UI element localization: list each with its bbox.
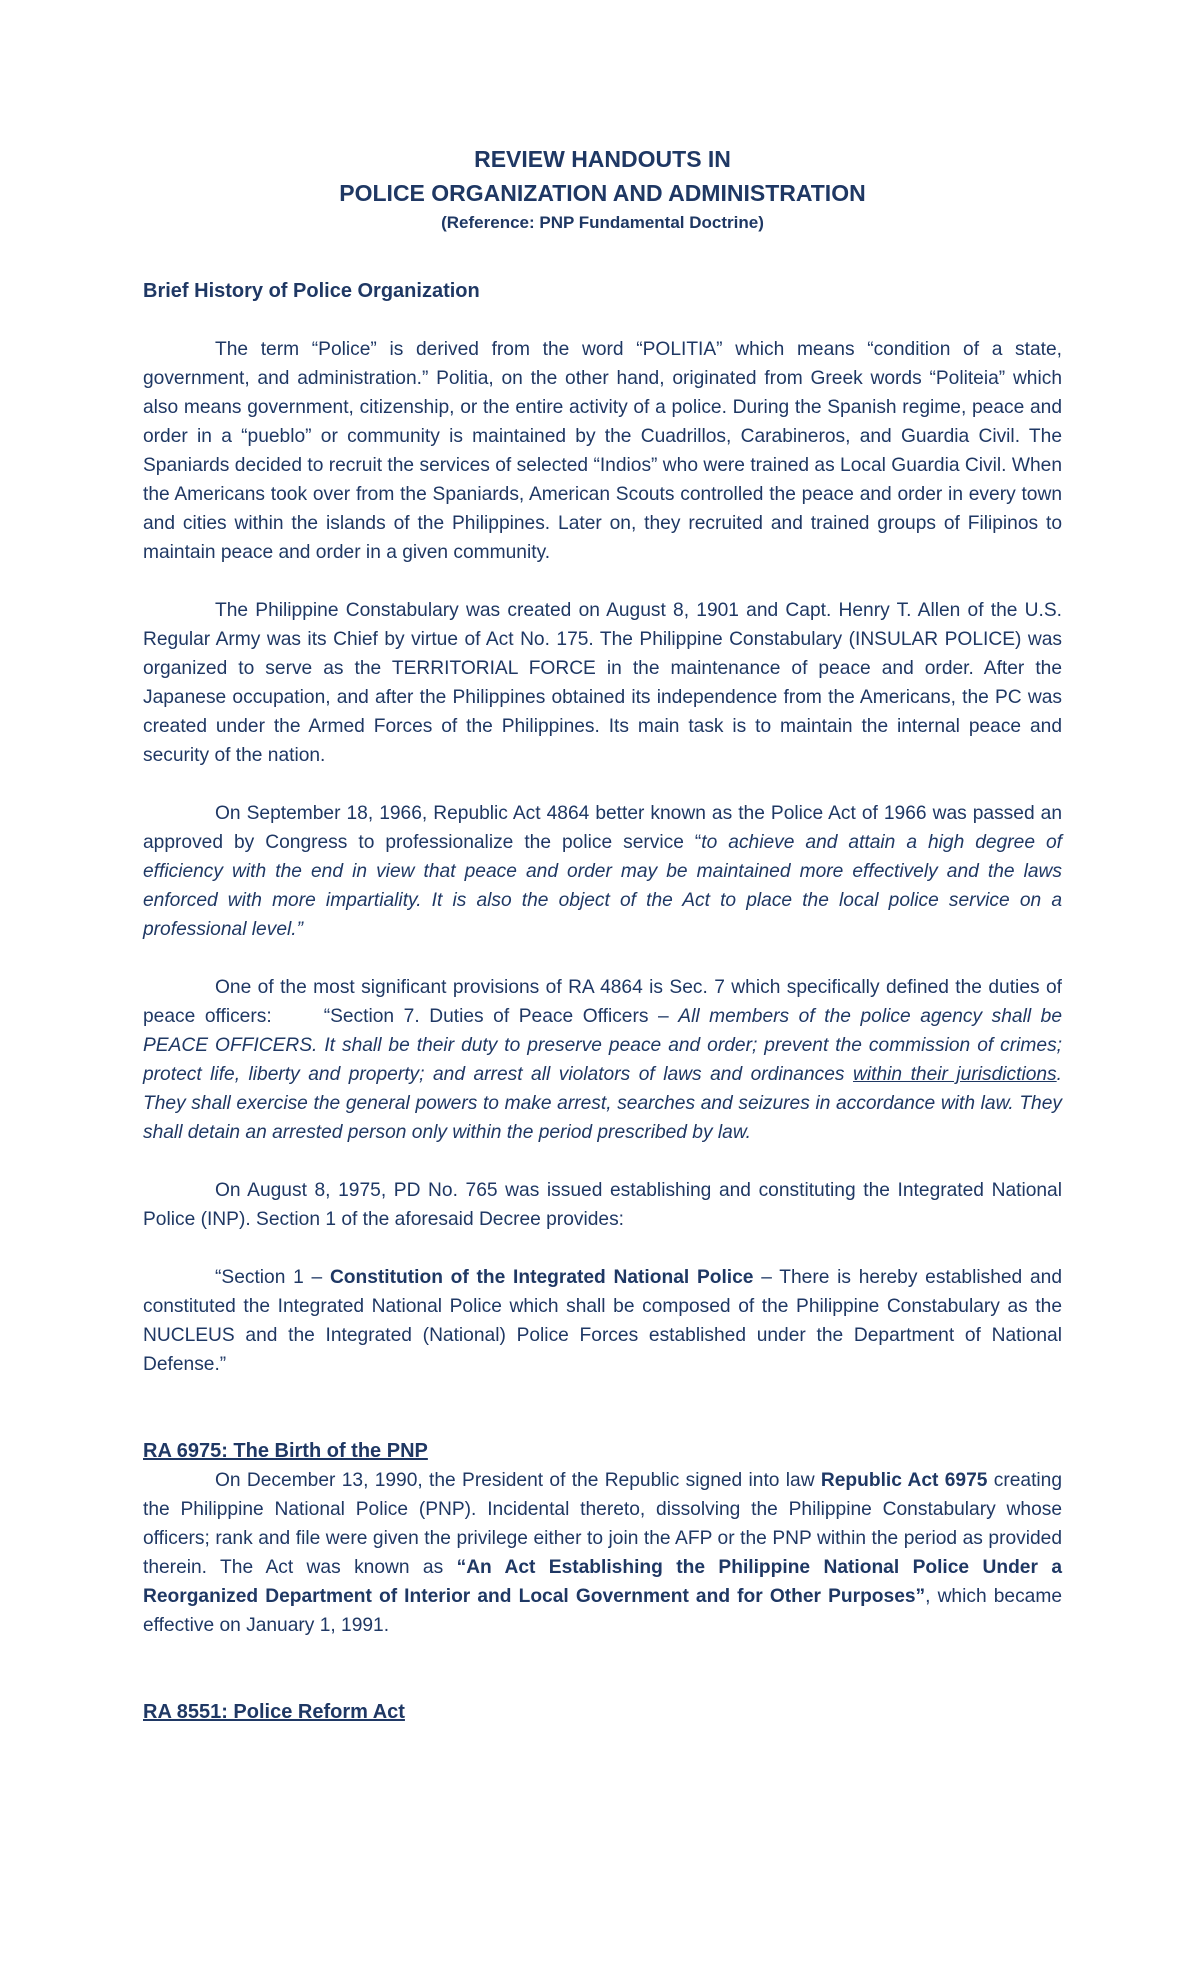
paragraph-section-1-label: “Section 1 –	[215, 1267, 330, 1288]
paragraph-ra-6975-body: creating the Philippine National Police (PNP). Incidental thereto, dissolving the Philippine Constabulary whose officers; rank and file were given the privilege either to join the AFP or the PNP within the period as provided therein. The Act was known as	[143, 1470, 1063, 1578]
paragraph-section-7-intro: One of the most significant provisions of RA 4864 is Sec. 7 which specifically defined the duties of peace officers:	[143, 977, 1062, 1027]
paragraph-ra-6975-act-title: “An Act Establishing the Philippine National Police Under a Reorganized Department of Interior and Local Government and for Other Purposes”	[143, 1557, 1062, 1607]
paragraph-section-7-duties: All members of the police agency shall be PEACE OFFICERS. It shall be their duty to preserve peace and order; prevent the commission of crimes; protect life, liberty and property; and arrest all violators of laws and ordinances	[143, 1006, 1063, 1085]
paragraph-ra-6975-effective: , which became effective on January 1, 1991.	[143, 1586, 1062, 1636]
paragraph-ra-6975-intro: On December 13, 1990, the President of the Republic signed into law	[215, 1470, 821, 1491]
paragraph-ra-6975-act: Republic Act 6975	[820, 1470, 988, 1491]
paragraph-police-act-1966	[143, 799, 1062, 944]
paragraph-section-1-inp	[143, 1263, 1062, 1379]
paragraph-section-1-body: – There is hereby established and constituted the Integrated National Police which shall be composed of the Philippine Constabulary as the NUCLEUS and the Integrated (National) Police Forces established under the Department of National Defense.”	[143, 1267, 1062, 1375]
paragraph-police-term: The term “Police” is derived from the word “POLITIA” which means “condition of a state, government, and administration.” Politia, on the other hand, originated from Greek words “Politeia” which also means government, citizenship, or the entire activity of a police. During the Spanish regime, peace and order in a “pueblo” or community is maintained by the Cuadrillos, Carabineros, and Guardia Civil. The Spaniards decided to recruit the services of selected “Indios” who were trained as Local Guardia Civil. When the Americans took over from the Spaniards, American Scouts controlled the peace and order in every town and cities within the islands of the Philippines. Later on, they recruited and trained groups of Filipinos to maintain peace and order in a given community.	[143, 339, 1062, 563]
section-heading-history: Brief History of Police Organization	[143, 280, 480, 302]
paragraph-section-7-jurisdictions: within their jurisdictions	[853, 1064, 1057, 1085]
section-heading-ra-6975: RA 6975: The Birth of the PNP	[143, 1440, 428, 1462]
paragraph-police-act-1966-text: On September 18, 1966, Republic Act 4864 better known as the Police Act of 1966 was passed an approved by Congress to professionalize the police service “	[143, 803, 1062, 853]
paragraph-ra-6975	[143, 1466, 1062, 1640]
paragraph-constabulary: The Philippine Constabulary was created on August 8, 1901 and Capt. Henry T. Allen of the U.S. Regular Army was its Chief by virtue of Act No. 175. The Philippine Constabulary (INSULAR POLICE) was organized to serve as the TERRITORIAL FORCE in the maintenance of peace and order. After the Japanese occupation, and after the Philippines obtained its independence from the Americans, the PC was created under the Armed Forces of the Philippines. Its main task is to maintain the internal peace and security of the nation.	[143, 600, 1062, 766]
paragraph-police-act-1966-quote: to achieve and attain a high degree of efficiency with the end in view that peace and order may be maintained more effectively and the laws enforced with more impartiality. It is also the object of the Act to place the local police service on a professional level.”	[143, 832, 1062, 940]
document-reference: (Reference: PNP Fundamental Doctrine)	[441, 213, 764, 232]
document-title-line2: POLICE ORGANIZATION AND ADMINISTRATION	[339, 180, 866, 206]
section-heading-ra-8551: RA 8551: Police Reform Act	[143, 1701, 405, 1723]
paragraph-section-7	[143, 973, 1062, 1147]
paragraph-section-7-powers: . They shall exercise the general powers to make arrest, searches and seizures in accordance with law. They shall detain an arrested person only within the period prescribed by law.	[143, 1064, 1062, 1143]
paragraph-section-7-title: “Section 7. Duties of Peace Officers –	[323, 1006, 679, 1027]
paragraph-section-1-bold-title: Constitution of the Integrated National Police	[329, 1267, 754, 1288]
paragraph-pd-765: On August 8, 1975, PD No. 765 was issued establishing and constituting the Integrated National Police (INP). Section 1 of the aforesaid Decree provides:	[143, 1180, 1062, 1230]
document-title-line1: REVIEW HANDOUTS IN	[474, 146, 731, 172]
